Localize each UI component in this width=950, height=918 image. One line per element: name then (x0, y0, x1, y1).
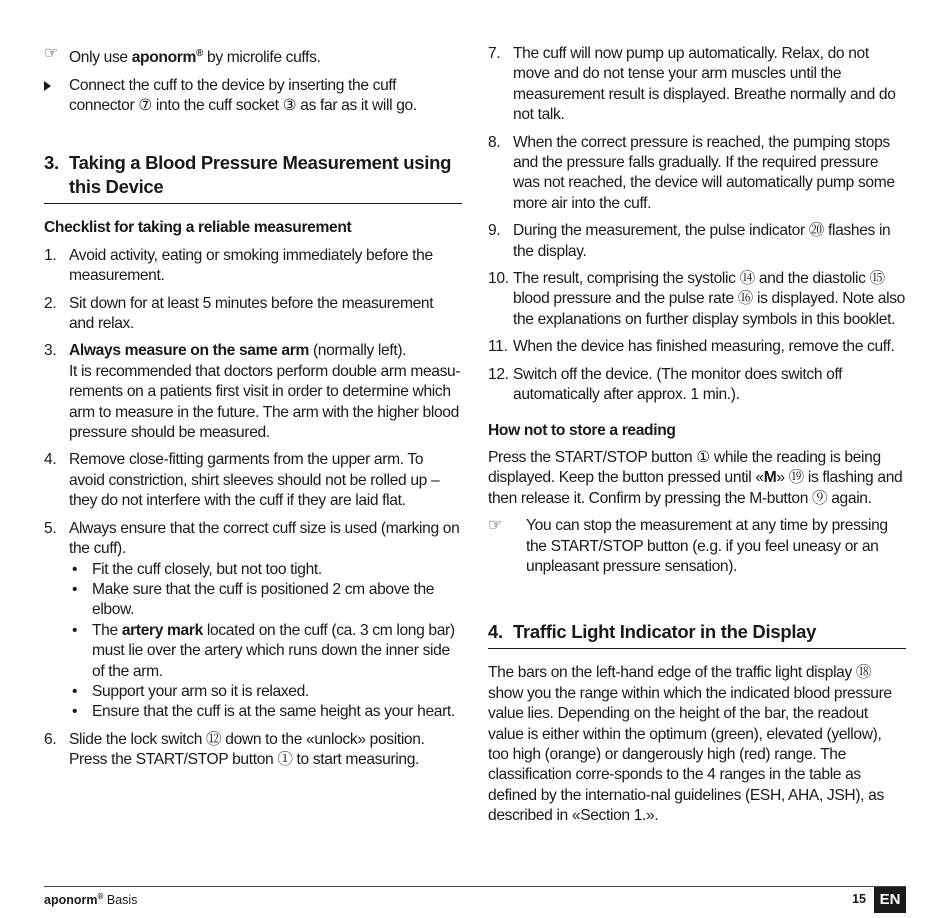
intro-step: Connect the cuff to the device by inserting the cuff connector ⑦ into the cuff socket ③ as far as it will go. (44, 76, 462, 117)
arrow-bullet-icon (44, 76, 69, 117)
list-item: 12. Switch off the device. (The monitor does switch off automatically after approx. 1 min.). (488, 365, 843, 404)
intro-note: ☞ Only use aponorm® by microlife cuffs. (44, 44, 462, 69)
checklist-heading: Checklist for taking a reliable measurement (44, 219, 352, 237)
list-item: 7. The cuff will now pump up automatically. Relax, do not move and do not tense your arm muscles until the measurement result is displayed. Breathe normally and do not talk. (488, 45, 896, 124)
cuff-checklist (44, 560, 462, 723)
list-item: 2. Sit down for at least 5 minutes before the measurement and relax. (44, 294, 434, 333)
list-item: 9. During the measurement, the pulse indicator ⑳ flashes in the display. (488, 222, 891, 260)
right-column (488, 44, 906, 827)
footer-brand: aponorm® Basis (44, 892, 138, 908)
page-number: 15 (852, 892, 866, 906)
store-paragraph: Press the START/STOP button ① while the reading is being displayed. Keep the button pressed until «M» ⑲ is flashing and then release it. Confirm by pressing the M-button ⑨ again. (488, 448, 903, 507)
bullet-item: • Fit the cuff closely, but not too tight. (72, 560, 322, 578)
list-item: 10. The result, comprising the systolic ⑭ and the diastolic ⑮ blood pressure and the pulse rate ⑯ is displayed. Note also the explanations on further display symbols in this booklet. (488, 270, 905, 328)
section-3-heading: 3. Taking a Blood Pressure Measurement using this Device (44, 151, 462, 204)
list-item: 1. Avoid activity, eating or smoking immediately before the measurement. (44, 246, 433, 285)
list-item: 4. Remove close-fitting garments from the upper arm. To avoid constriction, shirt sleeves should not be rolled up – they do not interfere with the cuff if they are laid flat. (44, 451, 440, 510)
section-4-paragraph: The bars on the left-hand edge of the traffic light display ⑱ show you the range within which the indicated blood pressure value lies. Depending on the height of the bar, the readout value is either within the optimum (green), elevated (yellow), too high (orange) or dangerously high (red) range. The classification corre-sponds to the 4 ranges in the table as defined by the internatio-nal guidelines (ESH, AHA, JSH), as described in «Section 1.». (488, 664, 892, 825)
pointing-hand-icon: ☞ (488, 517, 502, 535)
list-item: 5. Always ensure that the correct cuff size is used (marking on the cuff). • Fit the cuff closely, but not too tight. • Make sure that the cuff is positioned 2 cm above the elbow. • The artery mark located on the cuff (ca. 3 cm long bar) must lie over the artery which runs down the inner side of the arm. • Support your arm so it is relaxed. • Ensure that the cuff is at the same height as your heart. (44, 519, 462, 723)
bullet-item: • Make sure that the cuff is positioned 2 cm above the elbow. (72, 580, 435, 619)
section-4-heading: 4. Traffic Light Indicator in the Display (488, 620, 906, 649)
list-item: 8. When the correct pressure is reached, the pumping stops and the pressure falls gradually. If the required pressure was not reached, the device will automatically pump some more air into the cuff. (488, 133, 895, 212)
pointing-hand-icon: ☞ (44, 45, 58, 62)
left-column (44, 44, 462, 778)
page-footer (44, 886, 906, 915)
list-item: 11. When the device has finished measuring, remove the cuff. (488, 338, 895, 356)
bullet-item: • The artery mark located on the cuff (ca. 3 cm long bar) must lie over the artery which runs down the inner side of the arm. (72, 621, 455, 680)
store-heading: How not to store a reading (488, 421, 676, 439)
stop-note: ☞ You can stop the measurement at any time by pressing the START/STOP button (e.g. if you feel uneasy or an unpleasant pressure sensation). (488, 516, 906, 577)
list-item: 3. Always measure on the same arm (normally left). It is recommended that doctors perform double arm measu-rements on a patients first visit in order to determine which arm to measure in the future. The arm with the higher blood pressure should be measured. (44, 342, 461, 442)
list-item: 6. Slide the lock switch ⑫ down to the «unlock» position. Press the START/STOP button ① to start measuring. (44, 730, 425, 769)
bullet-item: • Ensure that the cuff is at the same height as your heart. (72, 703, 455, 721)
bullet-item: • Support your arm so it is relaxed. (72, 682, 309, 700)
language-badge: EN (874, 887, 906, 913)
